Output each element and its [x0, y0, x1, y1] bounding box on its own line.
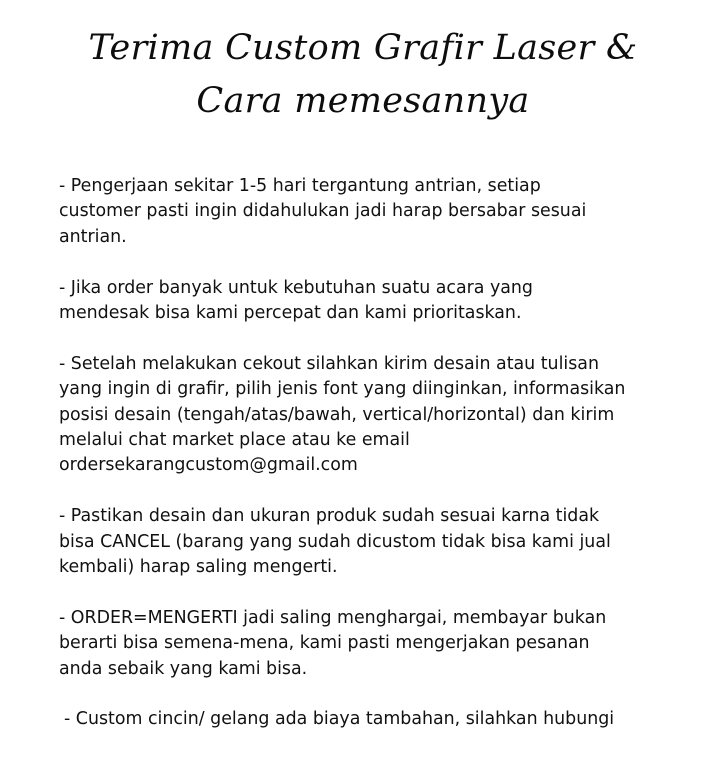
text-line: mendesak bisa kami percepat dan kami prioritaskan.	[59, 303, 522, 324]
title-line-1: Terima Custom Grafir Laser &	[88, 28, 638, 68]
text-line: - Pengerjaan sekitar 1-5 hari tergantung antrian, setiap	[59, 176, 541, 196]
text-line: anda sebaik yang kami bisa.	[59, 658, 308, 679]
text-line: kembali) harap saling mengerti.	[59, 557, 338, 578]
text-line: - Pastikan desain dan ukuran produk sudah sesuai karna tidak	[59, 506, 600, 527]
paragraph-processing-time	[59, 174, 699, 250]
instructions-body	[59, 174, 699, 758]
page-title	[0, 22, 726, 128]
text-line: posisi desain (tengah/atas/bawah, vertical/horizontal) dan kirim	[59, 404, 615, 425]
paragraph-no-cancel	[59, 504, 699, 580]
paragraph-custom-ring	[64, 707, 699, 732]
text-line: - Setelah melakukan cekout silahkan kirim desain atau tulisan	[59, 353, 599, 374]
text-line: bisa CANCEL (barang yang sudah dicustom tidak bisa kami jual	[59, 531, 611, 552]
text-line: - Jika order banyak untuk kebutuhan suatu acara yang	[59, 277, 533, 298]
text-line: melalui chat market place atau ke email	[59, 430, 410, 451]
paragraph-bulk-order	[59, 276, 699, 327]
text-line: customer pasti ingin didahulukan jadi harap bersabar sesuai	[59, 201, 587, 222]
text-line: - Custom cincin/ gelang ada biaya tambahan, silahkan hubungi	[64, 709, 615, 730]
text-line: yang ingin di grafir, pilih jenis font yang diinginkan, informasikan	[59, 379, 626, 400]
text-line: - ORDER=MENGERTI jadi saling menghargai, membayar bukan	[59, 607, 607, 628]
paragraph-checkout-instructions	[59, 352, 699, 479]
text-line: antrian.	[59, 226, 127, 247]
text-line: berarti bisa semena-mena, kami pasti mengerjakan pesanan	[59, 633, 590, 654]
email-address: ordersekarangcustom@gmail.com	[59, 455, 358, 476]
title-line-2: Cara memesannya	[196, 81, 530, 121]
paragraph-order-mengerti	[59, 606, 699, 682]
